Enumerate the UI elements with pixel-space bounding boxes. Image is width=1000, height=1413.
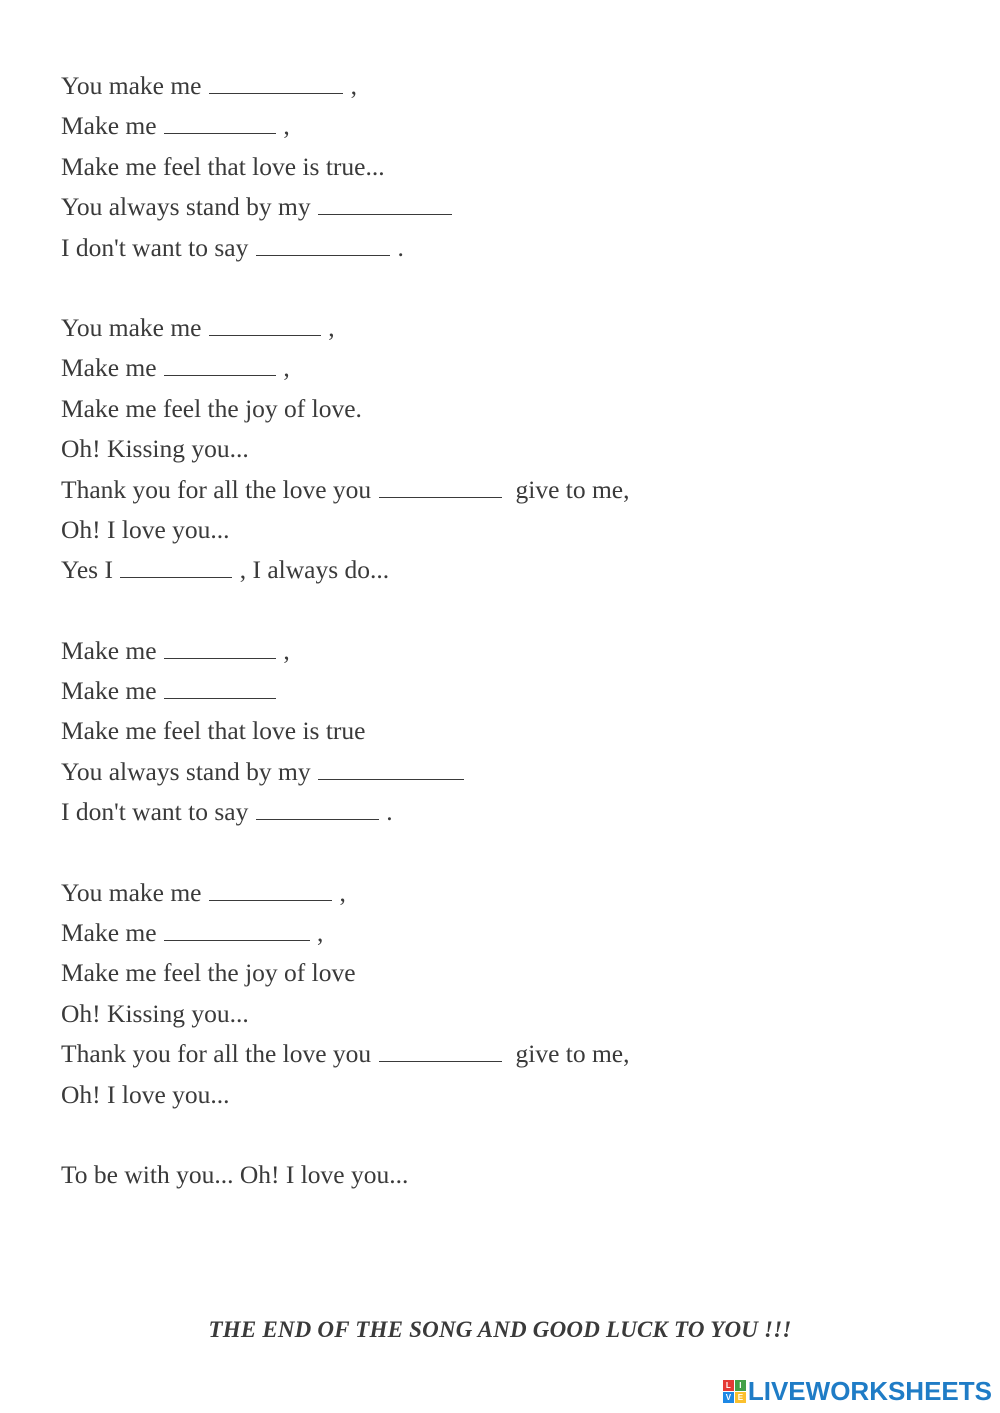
lyric-text-before: To be with you... Oh! I love you... xyxy=(61,1159,409,1189)
lyric-text-before: Make me feel the joy of love. xyxy=(61,393,362,423)
lyric-line xyxy=(61,711,941,751)
lyric-text-before: Make me feel that love is true... xyxy=(61,151,385,181)
lyric-line xyxy=(61,147,941,187)
lyric-text-after: , I always do... xyxy=(233,555,390,585)
lyric-text-before: I don't want to say xyxy=(61,232,255,262)
brand-name: LIVEWORKSHEETS xyxy=(747,1375,992,1406)
lyric-text-before: Oh! I love you... xyxy=(61,514,230,544)
lyric-text-before: Make me xyxy=(61,676,163,706)
verse-gap xyxy=(61,591,941,631)
lyric-text-before: Make me feel the joy of love xyxy=(61,958,356,988)
answer-blank[interactable] xyxy=(120,559,232,578)
lyric-text-before: Oh! Kissing you... xyxy=(61,434,249,464)
logo-letter: E xyxy=(735,1392,746,1403)
logo-letter: L xyxy=(723,1380,734,1391)
verse xyxy=(61,631,941,833)
lyric-line xyxy=(61,631,941,671)
lyric-text-before: Thank you for all the love you xyxy=(61,474,378,504)
lyric-text-before: You always stand by my xyxy=(61,192,317,222)
logo-letter: V xyxy=(723,1392,734,1403)
lyric-text-before: You make me xyxy=(61,71,208,100)
lyric-text-after: . xyxy=(379,797,393,827)
lyric-line xyxy=(61,308,941,348)
lyric-text-before: Oh! Kissing you... xyxy=(61,998,249,1028)
lyric-text-after: , xyxy=(333,877,346,907)
answer-blank[interactable] xyxy=(164,357,276,376)
answer-blank[interactable] xyxy=(256,801,379,820)
verse-gap xyxy=(61,268,941,308)
footer-message: THE END OF THE SONG AND GOOD LUCK TO YOU !!! xyxy=(208,1317,792,1342)
lyric-line xyxy=(61,470,941,510)
lyric-text-after: , xyxy=(321,312,335,342)
lyric-line xyxy=(61,671,941,711)
lyric-text-after: , xyxy=(276,635,290,665)
lyric-line xyxy=(61,792,941,832)
lyric-line xyxy=(61,228,941,268)
lyric-text-after: give to me, xyxy=(502,1039,630,1069)
lyrics-body xyxy=(61,66,941,1195)
lyric-text-before: Yes I xyxy=(61,555,120,585)
verse xyxy=(61,66,941,268)
answer-blank[interactable] xyxy=(164,640,276,659)
lyric-text-before: Make me feel that love is true xyxy=(61,716,366,746)
logo-letter: I xyxy=(735,1380,746,1391)
lyric-text-before: You always stand by my xyxy=(61,756,317,786)
lyric-text-before: Thank you for all the love you xyxy=(61,1039,378,1069)
lyric-line xyxy=(61,66,941,106)
lyric-line xyxy=(61,913,941,953)
lyric-line xyxy=(61,1034,941,1074)
answer-blank[interactable] xyxy=(379,1043,502,1062)
lyric-line xyxy=(61,1075,941,1115)
verse xyxy=(61,873,941,1115)
lyric-text-after: , xyxy=(344,71,358,100)
lyric-line xyxy=(61,550,941,590)
lyric-line xyxy=(61,510,941,550)
lyric-text-before: Make me xyxy=(61,111,163,141)
answer-blank[interactable] xyxy=(209,882,332,901)
lyric-text-after: , xyxy=(276,111,290,141)
lyric-line xyxy=(61,994,941,1034)
lyric-line xyxy=(61,106,941,146)
lyric-line xyxy=(61,1155,941,1195)
lyric-line xyxy=(61,752,941,792)
lyric-text-before: I don't want to say xyxy=(61,797,255,827)
verse-gap xyxy=(61,1115,941,1155)
lyric-text-after: . xyxy=(391,232,404,262)
lyric-text-after: , xyxy=(276,353,290,383)
lyric-text-before: Make me xyxy=(61,353,163,383)
answer-blank[interactable] xyxy=(209,317,321,336)
lyric-text-before: Make me xyxy=(61,635,163,665)
logo-grid-icon xyxy=(723,1380,746,1403)
verse xyxy=(61,1155,941,1195)
lyric-text-before: Oh! I love you... xyxy=(61,1079,230,1109)
lyric-text-before: You make me xyxy=(61,312,208,342)
lyric-line xyxy=(61,348,941,388)
answer-blank[interactable] xyxy=(164,922,310,941)
verse-gap xyxy=(61,833,941,873)
lyric-line xyxy=(61,873,941,913)
lyric-text-before: Make me xyxy=(61,918,163,948)
answer-blank[interactable] xyxy=(256,237,390,256)
answer-blank[interactable] xyxy=(209,75,343,94)
liveworksheets-logo xyxy=(723,1376,992,1406)
lyric-line xyxy=(61,187,941,227)
answer-blank[interactable] xyxy=(318,761,464,780)
verse xyxy=(61,308,941,591)
lyric-text-after: , xyxy=(310,918,324,948)
lyric-line xyxy=(61,429,941,469)
lyric-text-before: You make me xyxy=(61,877,208,907)
lyric-line xyxy=(61,389,941,429)
answer-blank[interactable] xyxy=(318,196,452,215)
lyric-line xyxy=(61,953,941,993)
answer-blank[interactable] xyxy=(164,680,276,699)
answer-blank[interactable] xyxy=(164,115,276,134)
answer-blank[interactable] xyxy=(379,479,502,498)
lyric-text-after: give to me, xyxy=(502,474,630,504)
